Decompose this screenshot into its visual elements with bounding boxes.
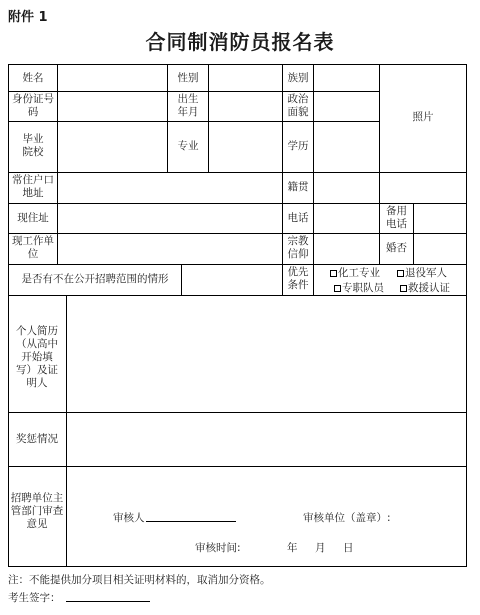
- grid-line: [57, 233, 58, 264]
- religion-label: 宗教信仰: [287, 235, 309, 260]
- review-year-label: 年: [287, 542, 298, 554]
- backup-phone-label: 备用电话: [386, 205, 407, 230]
- review-opinion-label: 招聘单位主管部门审查意见: [10, 492, 64, 530]
- table-border-bottom: [8, 566, 467, 567]
- grid-line: [379, 64, 380, 264]
- signature-line[interactable]: [66, 601, 150, 602]
- review-time-label: 审核时间:: [195, 542, 241, 554]
- grid-line: [208, 64, 209, 172]
- major-label: 专业: [177, 140, 199, 152]
- priority-option-veteran[interactable]: 退役军人: [397, 265, 447, 280]
- grid-line: [8, 412, 467, 413]
- priority-option-rescue[interactable]: 救援认证: [400, 280, 450, 295]
- checkbox-icon: [400, 285, 407, 292]
- grid-line: [181, 264, 182, 295]
- review-day-label: 日: [343, 542, 354, 554]
- grid-line: [8, 233, 9, 234]
- grid-line: [313, 64, 314, 295]
- table-border-left: [8, 64, 9, 567]
- table-border-right: [466, 64, 467, 567]
- education-label: 学历: [287, 140, 309, 152]
- review-month-label: 月: [315, 542, 326, 554]
- political-status-label: 政治面貌: [287, 93, 309, 118]
- grid-line: [8, 466, 467, 467]
- priority-label: 优先条件: [287, 266, 309, 291]
- signature-label: 考生签字：: [8, 592, 61, 604]
- grid-line: [66, 295, 67, 566]
- rewards-label: 奖惩情况: [16, 433, 58, 445]
- priority-option-chemical[interactable]: 化工专业: [330, 265, 380, 280]
- grid-line: [8, 295, 467, 296]
- table-border-top: [8, 64, 467, 65]
- reviewer-label: 审核人: [113, 512, 145, 524]
- form-title: 合同制消防员报名表: [145, 30, 335, 54]
- residence-label: 常住户口地址: [12, 174, 54, 199]
- grid-line: [8, 91, 379, 92]
- grid-line: [8, 203, 467, 204]
- review-unit-label: 审核单位（盖章）:: [303, 512, 391, 524]
- attachment-label: 附件 1: [8, 10, 48, 25]
- grid-line: [8, 172, 467, 173]
- checkbox-icon: [330, 270, 337, 277]
- reviewer-signature-line[interactable]: [146, 521, 236, 522]
- grid-line: [8, 121, 379, 122]
- resume-label: 个人简历（从高中开始填写）及证明人: [16, 325, 58, 389]
- grid-line: [413, 203, 414, 264]
- ethnicity-label: 族别: [287, 72, 309, 84]
- photo-label: 照片: [412, 111, 434, 123]
- restricted-question-label: 是否有不在公开招聘范围的情形: [21, 273, 169, 285]
- phone-label: 电话: [287, 212, 309, 224]
- grid-line: [282, 64, 283, 295]
- id-number-label: 身份证号码: [12, 93, 54, 118]
- graduated-from-label: 毕业院校: [22, 133, 44, 158]
- priority-option-fulltime[interactable]: 专职队员: [334, 280, 384, 295]
- native-place-label: 籍贯: [287, 181, 309, 193]
- grid-line: [57, 64, 58, 234]
- gender-label: 性别: [177, 72, 199, 84]
- checkbox-icon: [397, 270, 404, 277]
- birth-date-label: 出生年月: [177, 93, 199, 118]
- grid-line: [8, 233, 467, 234]
- footnote: 注：不能提供加分项目相关证明材料的，取消加分资格。: [8, 574, 271, 586]
- marital-status-label: 婚否: [386, 242, 407, 254]
- current-employer-label: 现工作单位: [12, 235, 54, 260]
- checkbox-icon: [334, 285, 341, 292]
- current-address-label: 现住址: [17, 212, 49, 224]
- name-label: 姓名: [22, 72, 44, 84]
